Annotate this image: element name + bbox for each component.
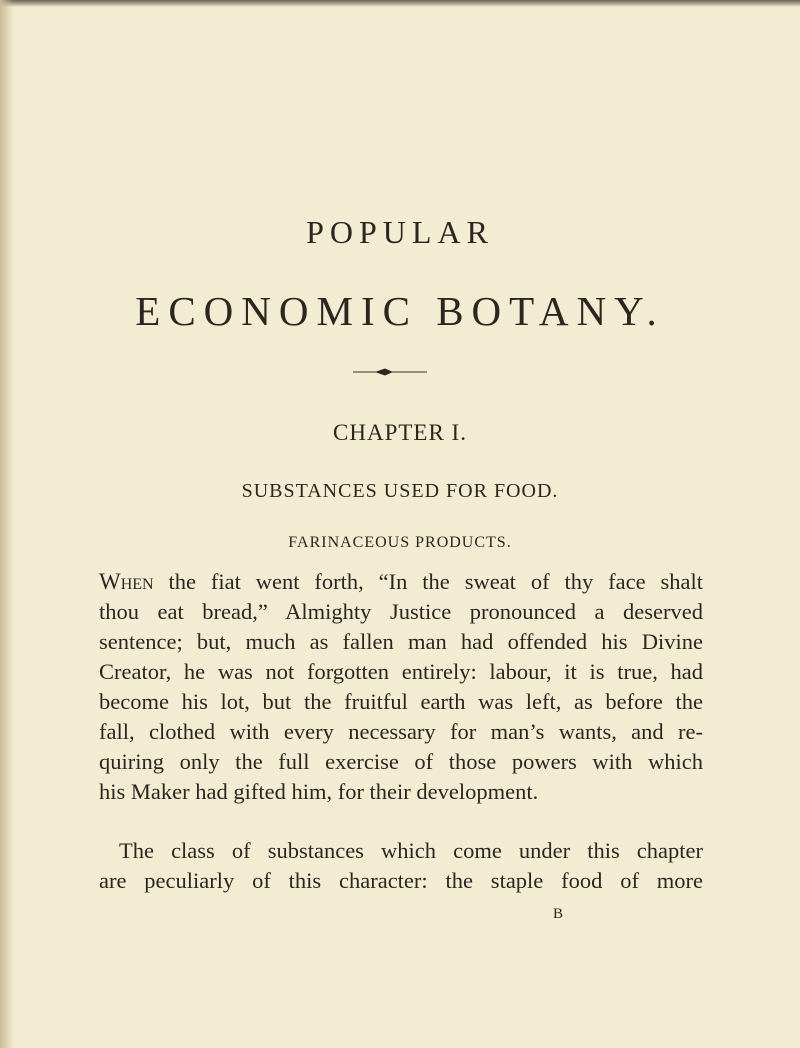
title-line-1: POPULAR bbox=[306, 214, 494, 250]
chapter-heading: CHAPTER I. bbox=[333, 420, 467, 445]
text-line: fall, clothed with every necessary for man’s wants, and re- bbox=[99, 719, 703, 744]
text-line: thou eat bread,” Almighty Justice pronounced a deserved bbox=[99, 599, 703, 624]
text-line: Creator, he was not forgotten entirely: labour, it is true, had bbox=[99, 659, 703, 684]
page-gutter-shadow bbox=[0, 0, 14, 1048]
title-line-2: ECONOMIC BOTANY. bbox=[135, 288, 665, 334]
lead-word: When bbox=[99, 569, 154, 594]
text-line: The class of substances which come under this chapter bbox=[119, 838, 703, 863]
section-heading: SUBSTANCES USED FOR FOOD. bbox=[241, 480, 559, 502]
text-line: quiring only the full exercise of those powers with which bbox=[99, 749, 703, 774]
text-line: sentence; but, much as fallen man had offended his Divine bbox=[99, 629, 703, 654]
text-line: When the fiat went forth, “In the sweat of thy face shalt bbox=[99, 569, 703, 594]
text-line: are peculiarly of this character: the staple food of more bbox=[99, 868, 703, 893]
text-line: become his lot, but the fruitful earth was left, as before the bbox=[99, 689, 703, 714]
paragraph-1 bbox=[99, 567, 703, 807]
paragraph-2 bbox=[99, 836, 703, 896]
subsection-heading: FARINACEOUS PRODUCTS. bbox=[288, 534, 512, 551]
page-top-edge bbox=[0, 0, 800, 7]
ornament-rule bbox=[353, 365, 427, 379]
signature-mark: B bbox=[553, 906, 564, 922]
text-line: his Maker had gifted him, for their development. bbox=[99, 779, 539, 804]
